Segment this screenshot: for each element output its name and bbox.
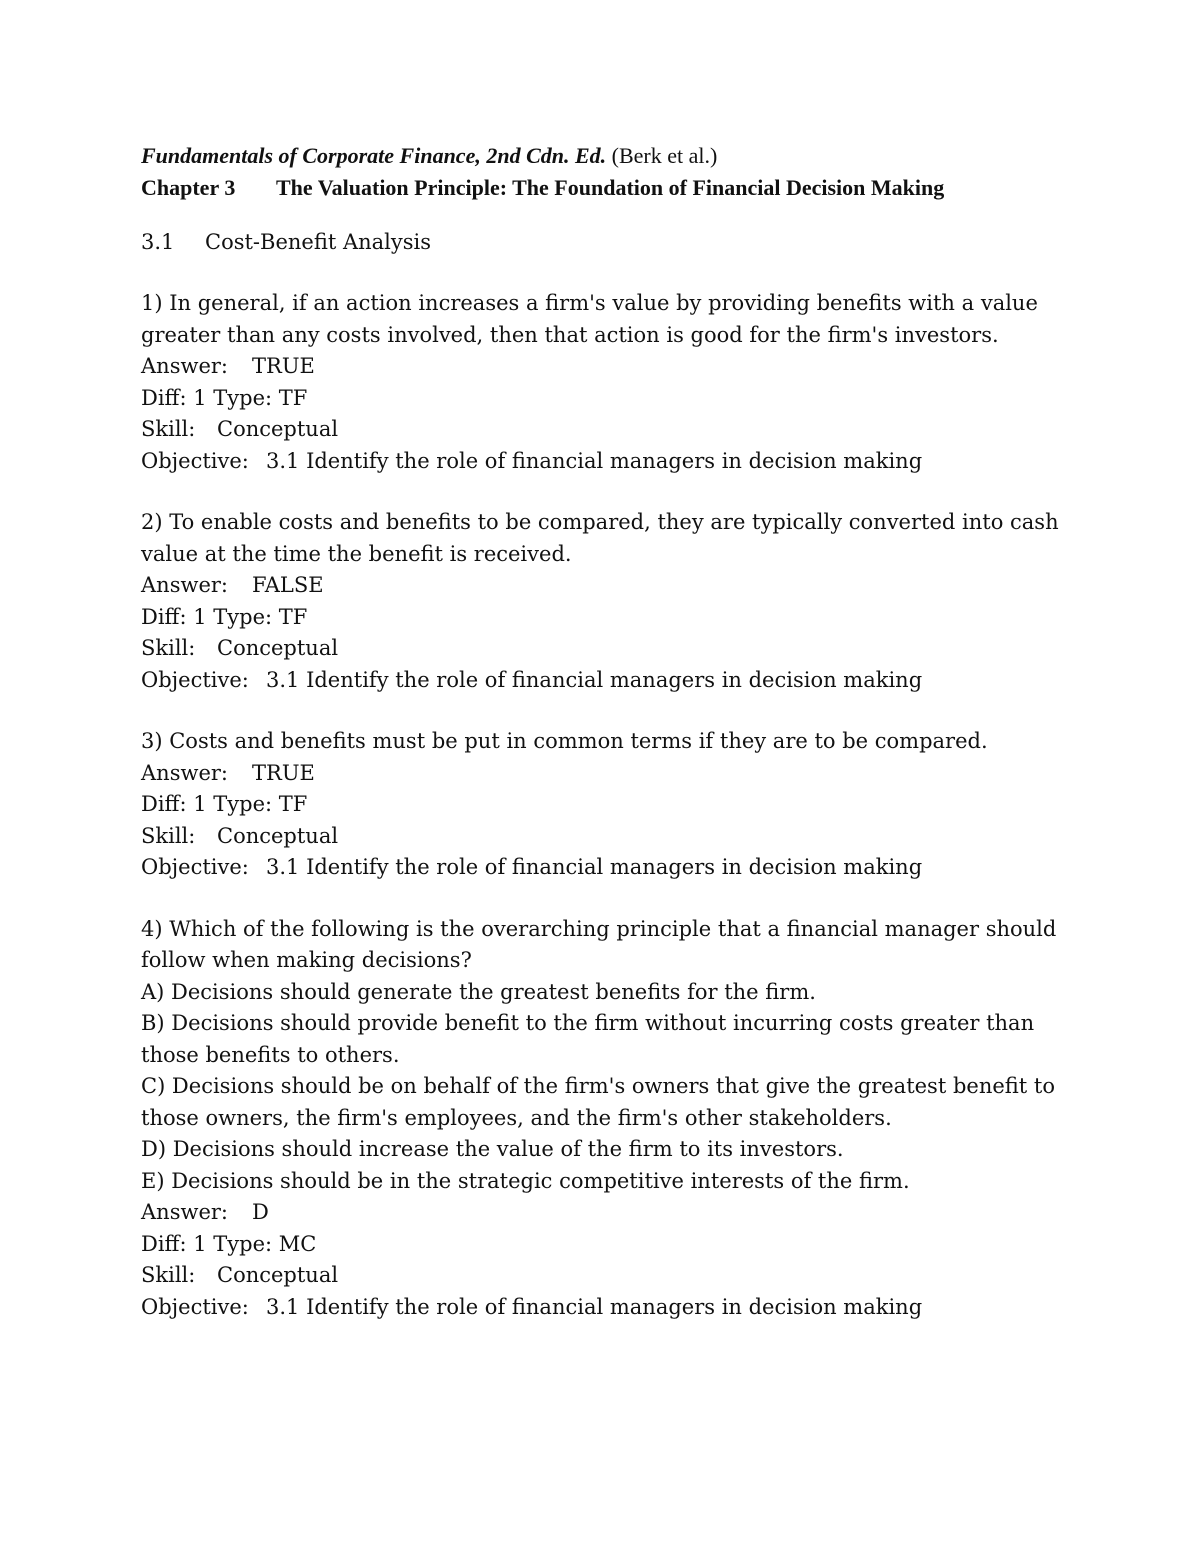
objective-value: 3.1 Identify the role of financial managers in decision making [266, 667, 923, 692]
objective-line [141, 446, 1061, 478]
answer-line-label: Answer: [141, 760, 228, 785]
skill-line [141, 414, 1061, 446]
answer-line-label: Answer: [141, 1200, 228, 1224]
question-text-line: D) Decisions should increase the value of the firm to its investors. [141, 1137, 844, 1161]
section-heading [141, 226, 1061, 258]
book-authors: (Berk et al.) [611, 143, 718, 168]
skill-value: Conceptual [217, 823, 339, 848]
document-page [141, 140, 1061, 1323]
question-block [141, 288, 1061, 477]
answer-value: TRUE [252, 354, 315, 378]
question-block [141, 507, 1061, 696]
answer-line-label: Answer: [141, 354, 228, 378]
objective-value: 3.1 Identify the role of financial managers in decision making [266, 855, 923, 879]
objective-line [141, 852, 1061, 884]
question-block [141, 726, 1061, 884]
question-text-line: 4) Which of the following is the overarching principle that a financial manager should [141, 916, 1057, 941]
skill-line-label: Skill: [141, 417, 196, 441]
difficulty-value: Diff: 1 Type: TF [141, 385, 308, 410]
difficulty-value: Diff: 1 Type: TF [141, 604, 308, 629]
chapter-label: Chapter 3 [141, 175, 236, 200]
difficulty-value: Diff: 1 Type: MC [141, 1231, 317, 1256]
difficulty-value: Diff: 1 Type: TF [141, 792, 308, 816]
question-text-line: those owners, the firm's employees, and the firm's other stakeholders. [141, 1105, 892, 1130]
question-text-line: C) Decisions should be on behalf of the firm's owners that give the greatest benefit to [141, 1074, 1055, 1098]
skill-line [141, 633, 1061, 665]
answer-line [141, 758, 1061, 790]
question-text-line: A) Decisions should generate the greatest benefits for the firm. [141, 979, 816, 1004]
skill-value: Conceptual [217, 1263, 339, 1287]
answer-value: D [252, 1200, 269, 1224]
question-text-line: those benefits to others. [141, 1042, 400, 1067]
objective-line [141, 665, 1061, 697]
objective-line-label: Objective: [141, 667, 249, 692]
book-header [141, 140, 1061, 172]
answer-line [141, 1197, 1061, 1229]
skill-line [141, 1260, 1061, 1292]
objective-value: 3.1 Identify the role of financial managers in decision making [266, 448, 923, 473]
question-text-line: B) Decisions should provide benefit to the firm without incurring costs greater than [141, 1011, 1035, 1035]
skill-line-label: Skill: [141, 1263, 196, 1287]
answer-value: FALSE [252, 573, 324, 597]
question-text-line: 2) To enable costs and benefits to be compared, they are typically converted into cash [141, 510, 1059, 534]
question-block [141, 914, 1061, 1324]
section-title: Cost-Benefit Analysis [205, 230, 432, 254]
difficulty-line [141, 789, 1061, 821]
section-number: 3.1 [141, 230, 175, 254]
objective-line-label: Objective: [141, 1294, 249, 1319]
chapter-title: The Valuation Principle: The Foundation of Financial Decision Making [276, 175, 945, 200]
difficulty-line [141, 383, 1061, 415]
difficulty-line [141, 602, 1061, 634]
book-title: Fundamentals of Corporate Finance, 2nd Cdn. Ed. [141, 143, 607, 168]
objective-line-label: Objective: [141, 855, 249, 879]
question-text-line: greater than any costs involved, then that action is good for the firm's investors. [141, 322, 999, 347]
skill-value: Conceptual [217, 417, 339, 441]
objective-line [141, 1292, 1061, 1324]
chapter-header [141, 172, 1061, 204]
question-text-line: 3) Costs and benefits must be put in common terms if they are to be compared. [141, 729, 988, 753]
question-list [141, 288, 1061, 1323]
skill-line-label: Skill: [141, 636, 196, 660]
question-text-line: follow when making decisions? [141, 948, 472, 972]
question-text-line: E) Decisions should be in the strategic competitive interests of the firm. [141, 1168, 910, 1193]
objective-value: 3.1 Identify the role of financial managers in decision making [266, 1294, 923, 1319]
answer-line-label: Answer: [141, 573, 228, 597]
skill-line-label: Skill: [141, 823, 196, 848]
question-text-line: 1) In general, if an action increases a firm's value by providing benefits with a value [141, 291, 1038, 315]
answer-line [141, 351, 1061, 383]
objective-line-label: Objective: [141, 448, 249, 473]
difficulty-line [141, 1229, 1061, 1261]
answer-line [141, 570, 1061, 602]
skill-line [141, 821, 1061, 853]
question-text-line: value at the time the benefit is received. [141, 541, 572, 566]
answer-value: TRUE [252, 760, 315, 785]
skill-value: Conceptual [217, 636, 339, 660]
